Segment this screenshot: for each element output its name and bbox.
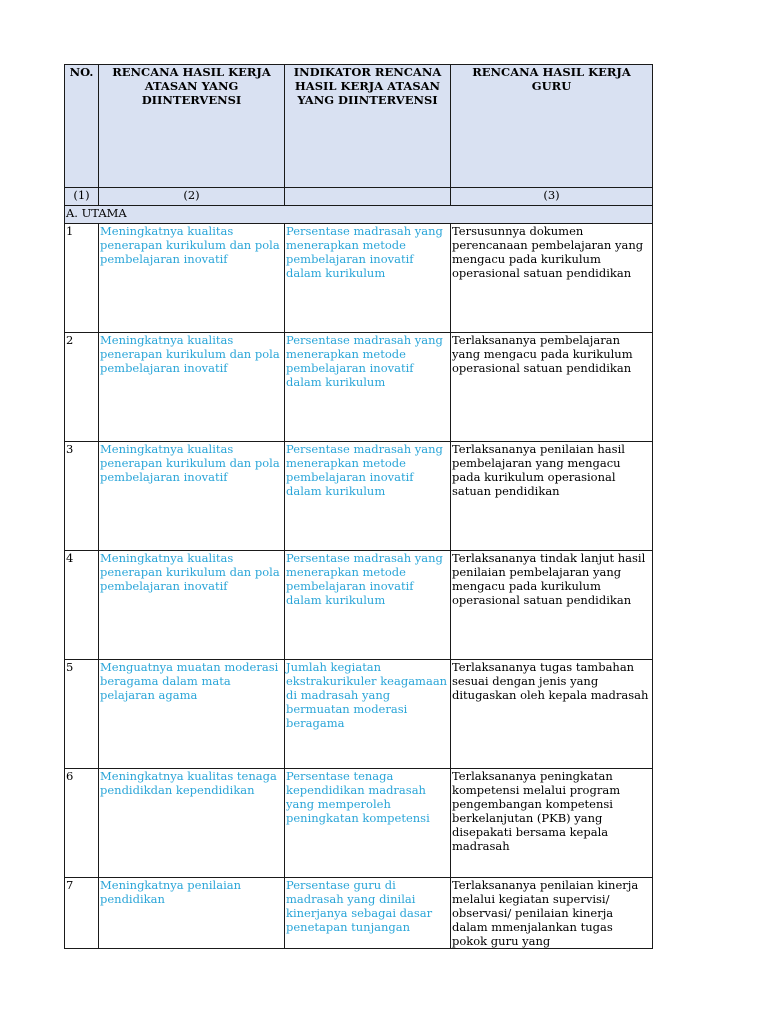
table-row: [65, 769, 653, 878]
rencana-guru-cell: Terlaksananya peningkatan kompetensi melalui program pengembangan kompetensi berkelanjutan (PKB) yang disepakati bersama kepala madrasah: [451, 769, 653, 878]
indikator-cell: Persentase madrasah yang menerapkan metode pembelajaran inovatif dalam kurikulum: [285, 551, 451, 660]
table-row: [65, 442, 653, 551]
rencana-atasan-cell: Meningkatnya penilaian pendidikan: [99, 878, 285, 949]
row-number: 3: [65, 442, 99, 551]
header-rencana-guru: RENCANA HASIL KERJA GURU: [451, 65, 653, 188]
rencana-guru-cell: Terlaksananya penilaian kinerja melalui kegiatan supervisi/ observasi/ penilaian kinerja dalam mmenjalankan tugas pokok guru yang: [451, 878, 653, 949]
table-body: [65, 224, 653, 949]
table-row: [65, 224, 653, 333]
column-number-3: (3): [451, 188, 653, 206]
rencana-atasan-cell: Meningkatnya kualitas penerapan kurikulum dan pola pembelajaran inovatif: [99, 224, 285, 333]
header-no: NO.: [65, 65, 99, 188]
rencana-atasan-cell: Menguatnya muatan moderasi beragama dalam mata pelajaran agama: [99, 660, 285, 769]
row-number: 5: [65, 660, 99, 769]
table-row: [65, 551, 653, 660]
table-row: [65, 878, 653, 949]
row-number: 6: [65, 769, 99, 878]
rencana-guru-cell: Terlaksananya tindak lanjut hasil penilaian pembelajaran yang mengacu pada kurikulum operasional satuan pendidikan: [451, 551, 653, 660]
header-indikator-atasan: INDIKATOR RENCANA HASIL KERJA ATASAN YANG DIINTERVENSI: [285, 65, 451, 188]
indikator-cell: Persentase madrasah yang menerapkan metode pembelajaran inovatif dalam kurikulum: [285, 442, 451, 551]
indikator-cell: Persentase guru di madrasah yang dinilai kinerjanya sebagai dasar penetapan tunjangan: [285, 878, 451, 949]
header-rencana-atasan: RENCANA HASIL KERJA ATASAN YANG DIINTERVENSI: [99, 65, 285, 188]
rencana-guru-cell: Terlaksananya penilaian hasil pembelajaran yang mengacu pada kurikulum operasional satuan pendidikan: [451, 442, 653, 551]
indikator-cell: Persentase madrasah yang menerapkan metode pembelajaran inovatif dalam kurikulum: [285, 333, 451, 442]
rencana-atasan-cell: Meningkatnya kualitas penerapan kurikulum dan pola pembelajaran inovatif: [99, 442, 285, 551]
header-row: [65, 65, 653, 188]
indikator-cell: Persentase madrasah yang menerapkan metode pembelajaran inovatif dalam kurikulum: [285, 224, 451, 333]
indikator-cell: Persentase tenaga kependidikan madrasah yang memperoleh peningkatan kompetensi: [285, 769, 451, 878]
row-number: 7: [65, 878, 99, 949]
column-number-blank: [285, 188, 451, 206]
indikator-cell: Jumlah kegiatan ekstrakurikuler keagamaan di madrasah yang bermuatan moderasi beragama: [285, 660, 451, 769]
table-row: [65, 333, 653, 442]
column-number-1: (1): [65, 188, 99, 206]
rencana-atasan-cell: Meningkatnya kualitas tenaga pendidikdan kependidikan: [99, 769, 285, 878]
rencana-guru-cell: Terlaksananya pembelajaran yang mengacu pada kurikulum operasional satuan pendidikan: [451, 333, 653, 442]
rencana-atasan-cell: Meningkatnya kualitas penerapan kurikulum dan pola pembelajaran inovatif: [99, 333, 285, 442]
rhk-table: [64, 64, 653, 949]
rencana-guru-cell: Tersusunnya dokumen perencanaan pembelajaran yang mengacu pada kurikulum operasional satuan pendidikan: [451, 224, 653, 333]
section-title: A. UTAMA: [65, 206, 653, 224]
rencana-atasan-cell: Meningkatnya kualitas penerapan kurikulum dan pola pembelajaran inovatif: [99, 551, 285, 660]
section-row: [65, 206, 653, 224]
column-number-2: (2): [99, 188, 285, 206]
rencana-guru-cell: Terlaksananya tugas tambahan sesuai dengan jenis yang ditugaskan oleh kepala madrasah: [451, 660, 653, 769]
table-row: [65, 660, 653, 769]
row-number: 4: [65, 551, 99, 660]
column-number-row: [65, 188, 653, 206]
row-number: 1: [65, 224, 99, 333]
row-number: 2: [65, 333, 99, 442]
